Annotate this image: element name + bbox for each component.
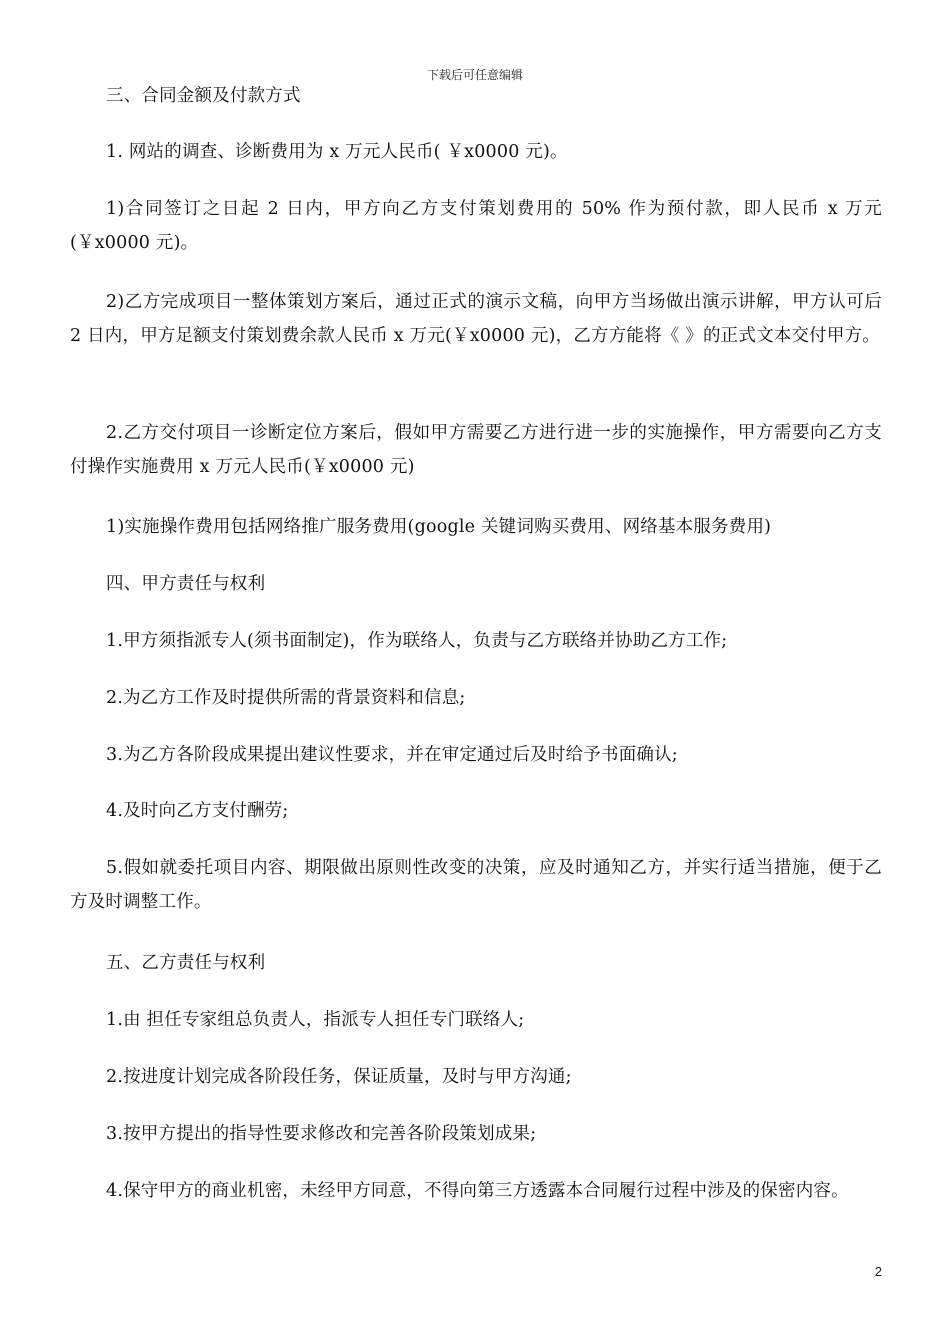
page-number: 2 xyxy=(874,1264,882,1279)
paragraph: 1)实施操作费用包括网络推广服务费用(google 关键词购买费用、网络基本服务费用) xyxy=(106,517,772,537)
paragraph: 2.为乙方工作及时提供所需的背景资料和信息; xyxy=(106,688,466,708)
section-heading-3: 三、合同金额及付款方式 xyxy=(106,86,301,106)
paragraph: 1. 网站的调查、诊断费用为 x 万元人民币( ￥x0000 元)。 xyxy=(106,142,568,162)
paragraph: 2)乙方完成项目一整体策划方案后，通过正式的演示文稿，向甲方当场做出演示讲解，甲方认可后 2 日内，甲方足额支付策划费余款人民币 x 万元(￥x0000 元)，乙方方能将《 》的正式文本交付甲方。 xyxy=(70,292,882,346)
section-heading-5: 五、乙方责任与权利 xyxy=(106,953,266,973)
paragraph: 3.按甲方提出的指导性要求修改和完善各阶段策划成果; xyxy=(106,1124,537,1144)
paragraph: 4.及时向乙方支付酬劳; xyxy=(106,801,289,821)
paragraph: 5.假如就委托项目内容、期限做出原则性改变的决策，应及时通知乙方，并实行适当措施，便于乙方及时调整工作。 xyxy=(70,858,882,912)
paragraph: 1.由 担任专家组总负责人，指派专人担任专门联络人; xyxy=(106,1010,525,1030)
paragraph: 2.按进度计划完成各阶段任务，保证质量，及时与甲方沟通; xyxy=(106,1067,572,1087)
paragraph: 1.甲方须指派专人(须书面制定)，作为联络人，负责与乙方联络并协助乙方工作; xyxy=(106,631,728,651)
paragraph: 2.乙方交付项目一诊断定位方案后，假如甲方需要乙方进行进一步的实施操作，甲方需要向乙方支付操作实施费用 x 万元人民币(￥x0000 元) xyxy=(70,423,882,477)
header-note: 下载后可任意编辑 xyxy=(426,68,523,82)
paragraph: 4.保守甲方的商业机密，未经甲方同意，不得向第三方透露本合同履行过程中涉及的保密内容。 xyxy=(106,1181,849,1201)
section-heading-4: 四、甲方责任与权利 xyxy=(106,574,266,594)
paragraph: 1)合同签订之日起 2 日内，甲方向乙方支付策划费用的 50% 作为预付款，即人民币 x 万元(￥x0000 元)。 xyxy=(70,199,882,253)
paragraph: 3.为乙方各阶段成果提出建议性要求，并在审定通过后及时给予书面确认; xyxy=(106,745,678,765)
